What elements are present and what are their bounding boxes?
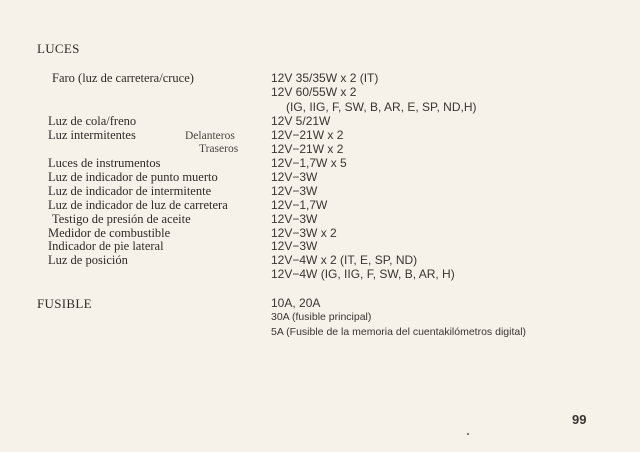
section-heading-fusible: FUSIBLE xyxy=(37,296,92,311)
label-indicador-intermitente: Luz de indicador de intermitente xyxy=(48,184,212,198)
section-heading-luces: LUCES xyxy=(37,41,80,56)
value-intermitentes-delanteros: 12V−21W x 2 xyxy=(271,128,344,142)
label-luz-intermitentes: Luz intermitentes xyxy=(48,128,136,142)
value-punto-muerto: 12V−3W xyxy=(271,170,318,184)
label-luz-posicion: Luz de posición xyxy=(48,253,128,267)
value-medidor-combustible: 12V−3W x 2 xyxy=(271,226,337,240)
sublabel-traseros: Traseros xyxy=(199,143,239,155)
label-luz-cola-freno: Luz de cola/freno xyxy=(48,114,137,128)
print-speck xyxy=(467,433,469,435)
value-indicador-intermitente: 12V−3W xyxy=(271,184,318,198)
label-presion-aceite: Testigo de presión de aceite xyxy=(52,212,191,226)
label-faro: Faro (luz de carretera/cruce) xyxy=(52,71,194,85)
label-punto-muerto: Luz de indicador de punto muerto xyxy=(48,170,218,184)
value-fusible-memoria: 5A (Fusible de la memoria del cuentakilómetros digital) xyxy=(271,326,527,338)
value-pie-lateral: 12V−3W xyxy=(271,239,318,253)
value-fusible-principal: 30A (fusible principal) xyxy=(271,311,372,323)
value-luz-carretera: 12V−1,7W xyxy=(271,198,328,212)
value-faro-general: 12V 60/55W x 2 xyxy=(271,85,357,99)
label-luz-carretera: Luz de indicador de luz de carretera xyxy=(48,198,228,212)
value-faro-countries: (IG, IIG, F, SW, B, AR, E, SP, ND,H) xyxy=(286,100,477,114)
value-presion-aceite: 12V−3W xyxy=(271,212,318,226)
value-luz-cola-freno: 12V 5/21W xyxy=(271,114,331,128)
value-faro-it: 12V 35/35W x 2 (IT) xyxy=(271,71,379,85)
label-luces-instrumentos: Luces de instrumentos xyxy=(48,156,161,170)
value-luces-instrumentos: 12V−1,7W x 5 xyxy=(271,156,347,170)
value-luz-posicion-1: 12V−4W x 2 (IT, E, SP, ND) xyxy=(271,253,418,267)
page-number: 99 xyxy=(572,412,587,427)
value-intermitentes-traseros: 12V−21W x 2 xyxy=(271,142,344,156)
value-luz-posicion-2: 12V−4W (IG, IIG, F, SW, B, AR, H) xyxy=(271,267,455,281)
label-medidor-combustible: Medidor de combustible xyxy=(48,226,171,240)
value-fusible-1: 10A, 20A xyxy=(271,296,321,310)
label-pie-lateral: Indicador de pie lateral xyxy=(48,239,164,253)
sublabel-delanteros: Delanteros xyxy=(185,130,235,142)
